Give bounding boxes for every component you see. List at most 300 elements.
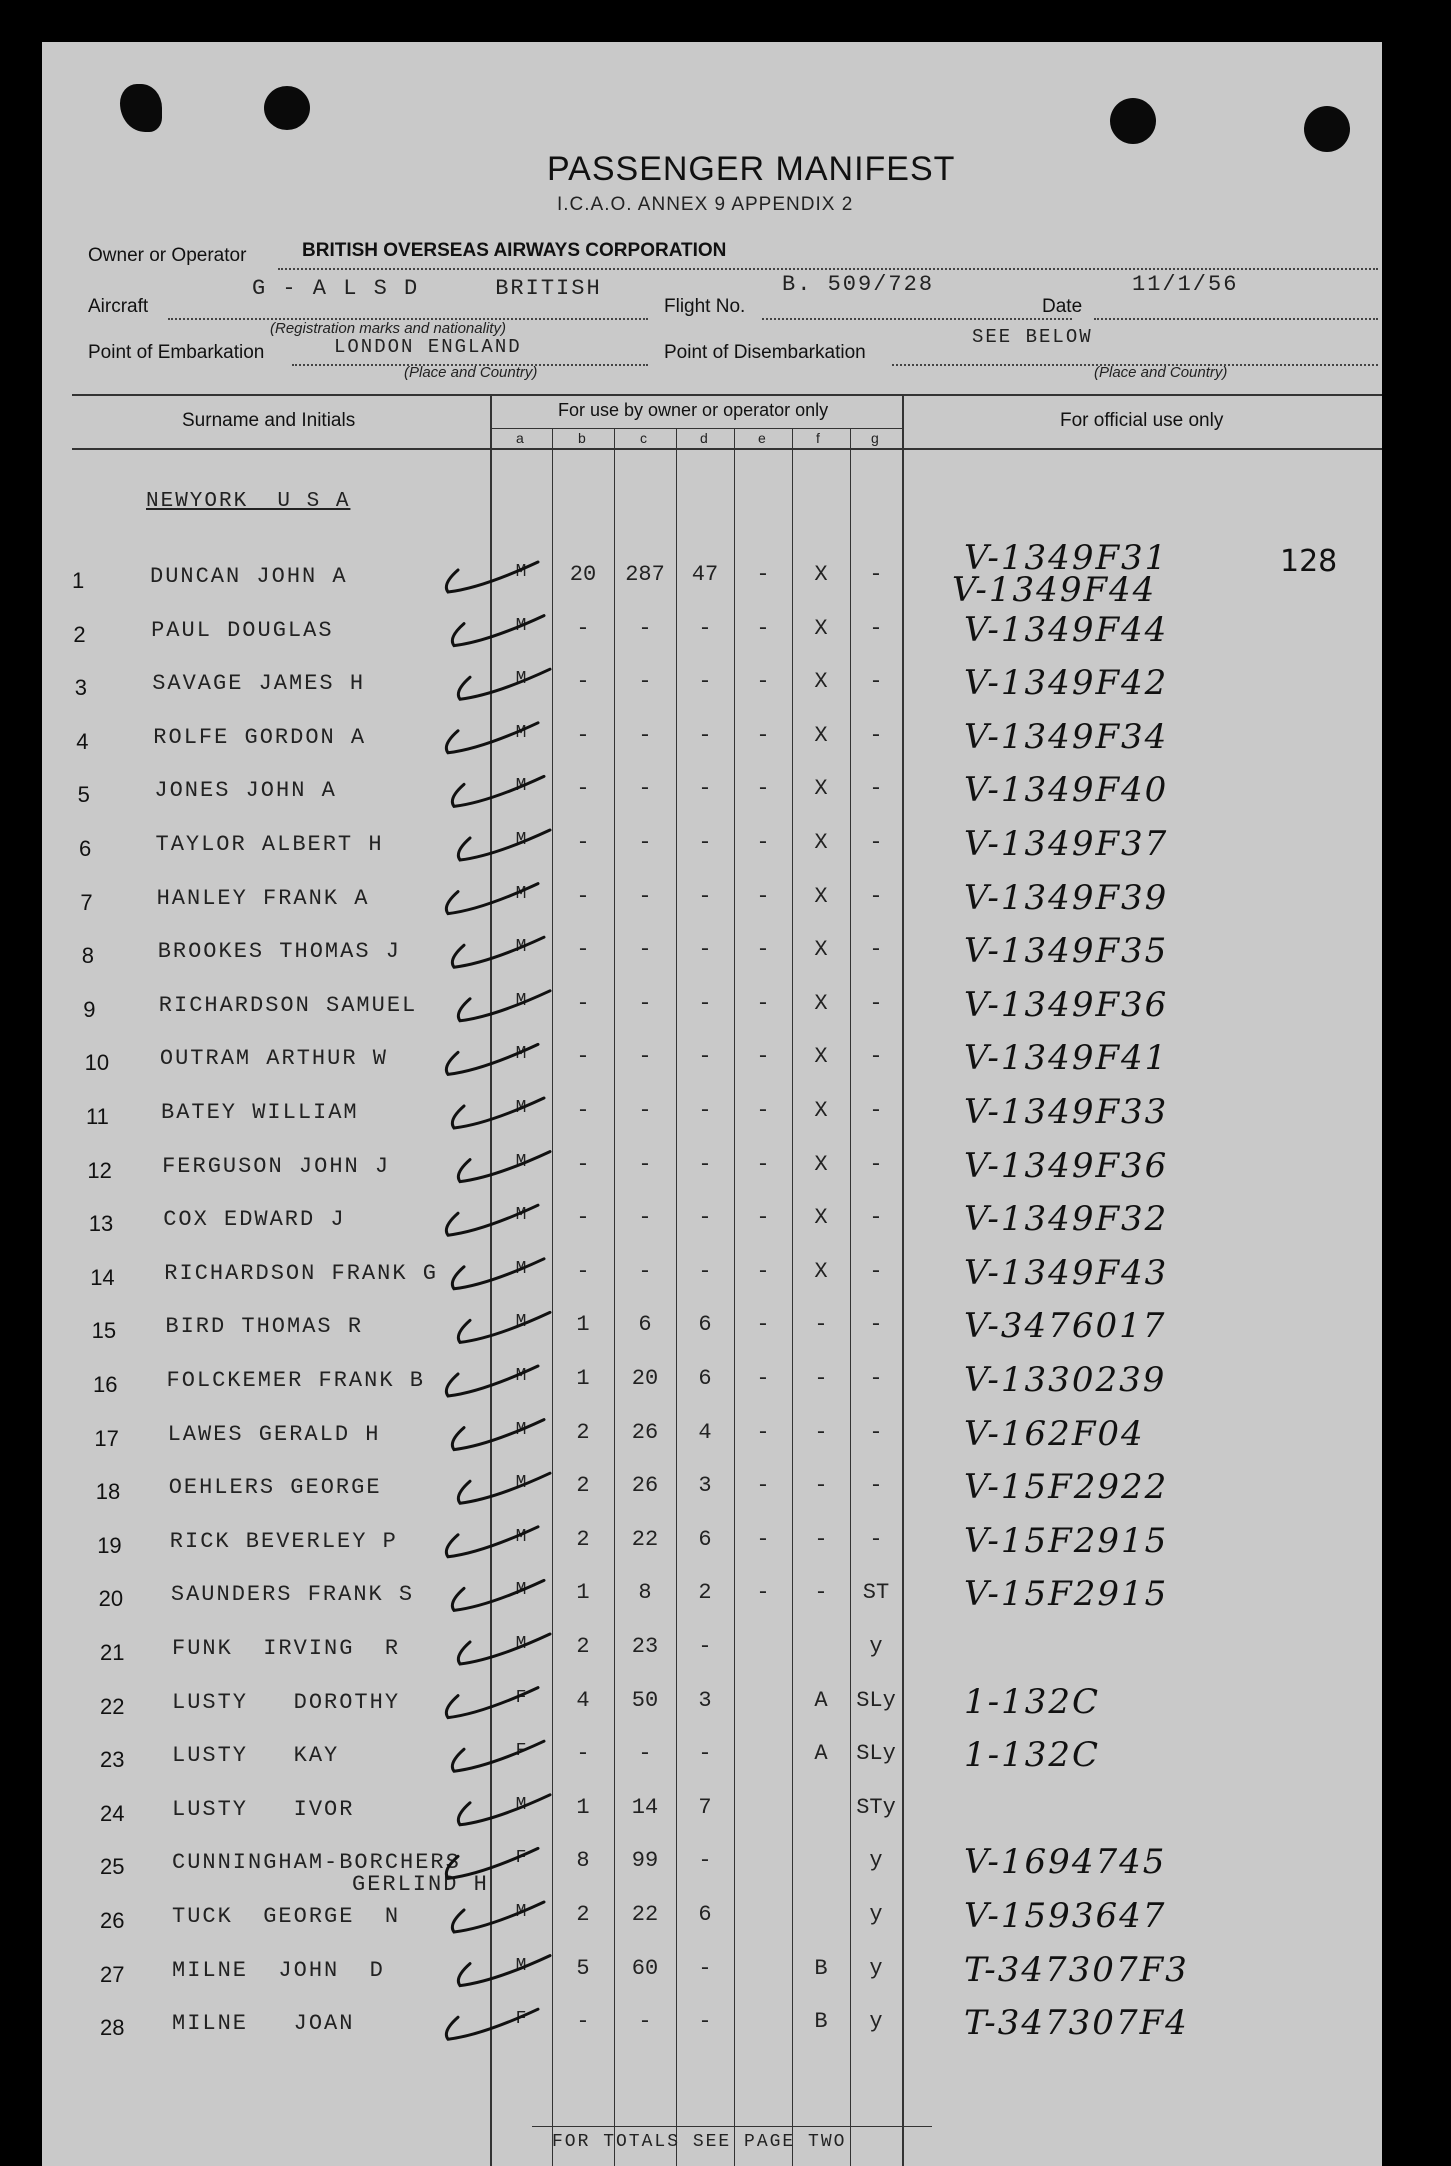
cell-a: M [515, 776, 527, 797]
row-number: 15 [91, 1318, 117, 1344]
cell-f: X [814, 776, 828, 802]
official-entry: V-3476017 [964, 1306, 1167, 1347]
cell-b: - [576, 2009, 590, 2035]
cell-f: X [814, 562, 828, 587]
cell-a: M [515, 1312, 527, 1333]
check-mark [458, 1634, 550, 1664]
passenger-name: PAUL DOUGLAS [151, 617, 334, 643]
cell-e: - [756, 1473, 770, 1499]
cell-g: SLy [856, 1687, 896, 1713]
row-number: 11 [86, 1104, 109, 1129]
cell-d: 6 [698, 1902, 712, 1927]
cell-e: - [756, 883, 770, 909]
aircraft-note: (Registration marks and nationality) [270, 320, 506, 337]
cell-d: 3 [698, 1473, 712, 1499]
cell-e: - [756, 562, 770, 587]
cell-b: 1 [576, 1312, 590, 1338]
cell-a: M [515, 1205, 527, 1226]
footer-totals-note: FOR TOTALS SEE PAGE TWO [552, 2132, 847, 2152]
official-column-header: For official use only [1060, 410, 1224, 431]
cell-b: 20 [569, 562, 597, 587]
passenger-name: HANLEY FRANK A [156, 885, 370, 911]
cell-e: - [756, 1580, 770, 1606]
official-entry: V-1330239 [964, 1360, 1167, 1400]
passenger-name: ROLFE GORDON A [153, 724, 367, 750]
cell-f: - [814, 1312, 828, 1338]
check-mark [452, 616, 544, 646]
row-number: 23 [100, 1747, 125, 1773]
row-number: 9 [83, 996, 96, 1022]
row-number: 2 [73, 621, 86, 647]
cell-c: 14 [631, 1794, 659, 1820]
check-mark [458, 1956, 550, 1986]
cell-c: 60 [631, 1955, 659, 1981]
cell-a: M [515, 562, 527, 582]
official-entry: V-1349F40 [964, 770, 1169, 811]
official-entry: 1-132C [964, 1735, 1101, 1776]
cell-f: X [814, 1044, 828, 1070]
cell-b: 2 [576, 1634, 590, 1659]
cell-c: 22 [631, 1526, 659, 1552]
row-number: 19 [97, 1532, 122, 1558]
check-mark [452, 937, 544, 967]
cell-g: - [869, 1526, 883, 1552]
page-number: 128 [1280, 544, 1338, 579]
cell-e: - [756, 669, 770, 695]
cell-b: - [576, 1205, 590, 1231]
official-entry: V-1349F36 [964, 984, 1169, 1025]
cell-b: - [576, 722, 590, 748]
cell-g: - [869, 830, 883, 855]
passenger-name: BIRD THOMAS R [165, 1314, 364, 1340]
date-label: Date [1042, 296, 1083, 317]
check-mark [446, 2009, 538, 2039]
embarkation-note: (Place and Country) [404, 364, 538, 381]
cell-g: y [869, 2009, 883, 2035]
official-entry: V-1349F36 [964, 1145, 1169, 1186]
cell-d: 7 [698, 1794, 712, 1820]
cell-a: M [515, 1419, 527, 1440]
cell-c: 22 [631, 1902, 659, 1927]
subcolumn-header-d: d [700, 430, 708, 446]
passenger-name: LUSTY DOROTHY [172, 1689, 401, 1715]
check-mark [452, 1902, 544, 1932]
cell-a: M [515, 1473, 527, 1494]
cell-b: - [576, 776, 590, 802]
cell-d: - [698, 1955, 712, 1981]
row-number: 14 [90, 1264, 115, 1290]
row-number: 1 [72, 568, 85, 593]
passenger-name: COX EDWARD J [163, 1207, 346, 1233]
cell-g: - [869, 1473, 883, 1499]
cell-b: - [576, 615, 590, 641]
passenger-name: RICK BEVERLEY P [169, 1528, 398, 1554]
check-mark [446, 723, 538, 753]
row-number: 7 [80, 889, 93, 915]
cell-b: 1 [576, 1794, 590, 1820]
row-number: 24 [100, 1800, 125, 1826]
passenger-name: SAVAGE JAMES H [152, 671, 366, 697]
disembarkation-value: SEE BELOW [972, 326, 1093, 348]
cell-d: - [698, 722, 712, 748]
cell-c: 20 [631, 1366, 659, 1391]
subcolumn-header-f: f [816, 430, 820, 446]
cell-c: 6 [638, 1312, 652, 1338]
cell-f: X [814, 830, 828, 855]
cell-d: 6 [698, 1312, 712, 1338]
cell-b: - [576, 830, 590, 855]
cell-b: - [576, 1044, 590, 1070]
disembarkation-note: (Place and Country) [1094, 364, 1228, 381]
cell-d: 6 [698, 1526, 712, 1552]
cell-g: y [869, 1848, 883, 1874]
cell-f: - [814, 1419, 828, 1445]
cell-c: 26 [631, 1473, 659, 1499]
cell-g: - [869, 1366, 883, 1391]
check-mark [452, 1580, 544, 1610]
cell-g: y [869, 1634, 883, 1659]
cell-g: - [869, 776, 883, 802]
check-mark [452, 1741, 544, 1771]
cell-g: ST [862, 1580, 890, 1606]
cell-a: M [515, 1151, 527, 1172]
cell-e: - [756, 1366, 770, 1391]
cell-b: 2 [576, 1419, 590, 1445]
check-mark [458, 1795, 550, 1825]
check-mark [446, 884, 538, 914]
check-mark [458, 1473, 550, 1503]
cell-d: - [698, 1151, 712, 1177]
cell-a: M [515, 990, 527, 1011]
official-entry: V-1349F32 [964, 1199, 1169, 1240]
cell-f: X [814, 1151, 828, 1177]
cell-b: - [576, 1151, 590, 1177]
cell-d: 47 [691, 562, 719, 587]
passenger-name: BATEY WILLIAM [161, 1100, 359, 1125]
section-heading: NEWYORK U S A [146, 490, 351, 513]
cell-g: SLy [856, 1741, 896, 1767]
official-entry: V-1349F35 [964, 931, 1169, 972]
cell-e: - [756, 1526, 770, 1552]
check-mark [458, 830, 550, 860]
subcolumn-header-b: b [578, 430, 586, 446]
cell-a: M [515, 722, 527, 743]
cell-a: M [515, 1526, 527, 1547]
cell-e: - [756, 776, 770, 802]
cell-c: 26 [631, 1419, 659, 1445]
passenger-name: FUNK IRVING R [172, 1636, 401, 1661]
cell-b: - [576, 1098, 590, 1123]
cell-f: X [814, 615, 828, 641]
cell-a: M [515, 1258, 527, 1279]
row-number: 21 [100, 1640, 125, 1665]
row-number: 10 [84, 1050, 110, 1076]
passenger-name-continued: GERLIND H [352, 1872, 489, 1898]
cell-d: - [698, 1258, 712, 1284]
cell-b: - [576, 1258, 590, 1284]
cell-c: 50 [631, 1687, 659, 1713]
cell-d: - [698, 1205, 712, 1231]
passenger-name: TUCK GEORGE N [172, 1904, 401, 1929]
cell-c: - [638, 615, 652, 641]
cell-c: - [638, 1205, 652, 1231]
manifest-subtitle: I.C.A.O. ANNEX 9 APPENDIX 2 [557, 194, 854, 215]
passenger-name: SAUNDERS FRANK S [170, 1582, 415, 1608]
cell-b: 4 [576, 1687, 590, 1713]
check-mark [446, 1205, 538, 1235]
cell-b: 2 [576, 1902, 590, 1927]
cell-a: M [515, 1902, 527, 1922]
cell-e: - [756, 615, 770, 641]
row-number: 20 [98, 1586, 124, 1612]
cell-g: - [869, 1258, 883, 1284]
official-entry: V-15F2915 [964, 1574, 1169, 1615]
cell-d: 4 [698, 1419, 712, 1445]
cell-c: 8 [638, 1580, 652, 1606]
passenger-name: LUSTY IVOR [172, 1796, 355, 1822]
check-mark [446, 1366, 538, 1396]
cell-a: M [515, 669, 527, 690]
row-number: 27 [100, 1961, 125, 1987]
cell-a: M [515, 1634, 527, 1654]
cell-g: - [869, 1312, 883, 1338]
date-value: 11/1/56 [1132, 272, 1239, 297]
passenger-name: RICHARDSON SAMUEL [158, 992, 418, 1018]
cell-f: - [814, 1526, 828, 1552]
check-mark [446, 1848, 538, 1878]
cell-d: - [698, 1848, 712, 1874]
aircraft-value: G - A L S D BRITISH [252, 276, 602, 301]
cell-g: - [869, 615, 883, 641]
passenger-name: CUNNINGHAM-BORCHERS [172, 1850, 461, 1876]
cell-a: M [515, 883, 527, 904]
subcolumn-header-g: g [871, 430, 879, 446]
cell-c: - [638, 1044, 652, 1070]
cell-e: - [756, 1258, 770, 1284]
official-entry: V-1349F31 [964, 538, 1169, 578]
official-entry: V-1349F33 [964, 1092, 1169, 1132]
cell-g: - [869, 1044, 883, 1070]
check-mark [452, 1259, 544, 1289]
cell-c: - [638, 722, 652, 748]
official-entry: V-1593647 [964, 1896, 1167, 1936]
passenger-name: MILNE JOAN [172, 2011, 355, 2037]
cell-b: 5 [576, 1955, 590, 1981]
cell-e: - [756, 937, 770, 963]
cell-d: - [698, 1098, 712, 1123]
official-entry-second: V-1349F44 [952, 570, 1157, 610]
cell-d: - [698, 883, 712, 909]
official-entry: V-1349F44 [964, 609, 1169, 650]
cell-g: - [869, 883, 883, 909]
official-entry: T-347307F3 [964, 1949, 1189, 1990]
row-number: 26 [100, 1908, 125, 1933]
cell-a: M [515, 937, 527, 958]
cell-c: - [638, 883, 652, 909]
check-mark [458, 1152, 550, 1182]
check-mark [446, 1688, 538, 1718]
passenger-name: LUSTY KAY [172, 1743, 340, 1769]
cell-b: 8 [576, 1848, 590, 1874]
cell-f: - [814, 1580, 828, 1606]
manifest-title: PASSENGER MANIFEST [547, 150, 956, 188]
official-entry: V-1349F37 [964, 824, 1169, 864]
row-number: 18 [95, 1479, 121, 1505]
cell-b: - [576, 669, 590, 695]
cell-e: - [756, 1044, 770, 1070]
cell-g: - [869, 1151, 883, 1177]
cell-b: - [576, 937, 590, 963]
passenger-name: BROOKES THOMAS J [157, 939, 401, 965]
cell-c: - [638, 990, 652, 1016]
cell-e: - [756, 1419, 770, 1445]
cell-g: - [869, 562, 883, 587]
cell-b: - [576, 883, 590, 909]
passenger-name: LAWES GERALD H [167, 1421, 381, 1447]
cell-g: - [869, 990, 883, 1016]
cell-f: X [814, 1258, 828, 1284]
cell-g: y [869, 1902, 883, 1927]
cell-c: - [638, 937, 652, 963]
official-entry: V-15F2915 [964, 1520, 1169, 1561]
cell-d: 3 [698, 1687, 712, 1713]
cell-d: - [698, 615, 712, 641]
cell-a: M [515, 1955, 527, 1976]
cell-c: 287 [625, 562, 665, 587]
cell-b: - [576, 1741, 590, 1767]
passenger-name: FOLCKEMER FRANK B [166, 1368, 425, 1393]
cell-f: A [814, 1687, 828, 1713]
official-entry: V-15F2922 [964, 1467, 1169, 1508]
cell-f: X [814, 883, 828, 909]
row-number: 3 [74, 675, 88, 701]
embarkation-value: LONDON ENGLAND [334, 336, 522, 358]
official-entry: V-1349F39 [964, 877, 1169, 918]
cell-c: - [638, 1741, 652, 1767]
cell-d: - [698, 1741, 712, 1767]
passenger-name: OUTRAM ARTHUR W [159, 1046, 388, 1072]
cell-a: F [515, 1741, 527, 1762]
official-entry: V-1694745 [964, 1842, 1167, 1883]
cell-f: B [814, 1955, 828, 1981]
cell-b: 1 [576, 1366, 590, 1391]
embarkation-label: Point of Embarkation [88, 342, 265, 363]
cell-b: 2 [576, 1526, 590, 1552]
cell-c: - [638, 669, 652, 695]
passenger-name: FERGUSON JOHN J [162, 1153, 391, 1179]
row-number: 22 [100, 1693, 125, 1719]
cell-b: 2 [576, 1473, 590, 1499]
cell-g: y [869, 1955, 883, 1981]
cell-a: F [515, 1848, 527, 1869]
cell-d: - [698, 937, 712, 963]
cell-c: 99 [631, 1848, 659, 1874]
row-number: 28 [100, 2015, 125, 2041]
row-number: 6 [79, 836, 92, 861]
passenger-name: MILNE JOHN D [172, 1957, 385, 1983]
cell-g: - [869, 1098, 883, 1123]
cell-g: - [869, 1419, 883, 1445]
passenger-name: OEHLERS GEORGE [168, 1475, 382, 1501]
row-number: 13 [88, 1211, 114, 1237]
cell-e: - [756, 1098, 770, 1123]
cell-f: X [814, 669, 828, 695]
official-entry: 1-132C [964, 1681, 1101, 1722]
cell-d: 6 [698, 1366, 712, 1391]
row-number: 8 [81, 943, 95, 969]
row-number: 5 [77, 782, 90, 808]
check-mark [452, 1098, 544, 1128]
row-number: 25 [100, 1854, 125, 1880]
cell-f: X [814, 1098, 828, 1123]
subcolumn-header-a: a [516, 430, 524, 446]
cell-d: - [698, 830, 712, 855]
check-mark [446, 1527, 538, 1557]
cell-d: - [698, 1634, 712, 1659]
cell-c: - [638, 1098, 652, 1123]
cell-f: A [814, 1741, 828, 1767]
cell-f: X [814, 722, 828, 748]
name-column-header: Surname and Initials [182, 410, 356, 431]
cell-e: - [756, 1205, 770, 1231]
cell-c: - [638, 1151, 652, 1177]
cell-a: M [515, 615, 527, 636]
cell-c: - [638, 830, 652, 855]
row-number: 16 [93, 1372, 118, 1397]
cell-g: - [869, 937, 883, 963]
cell-d: - [698, 2009, 712, 2035]
cell-c: - [638, 776, 652, 802]
cell-d: - [698, 1044, 712, 1070]
passenger-name: RICHARDSON FRANK G [164, 1260, 438, 1286]
check-mark [458, 669, 550, 699]
cell-c: - [638, 1258, 652, 1284]
passenger-name: TAYLOR ALBERT H [155, 832, 384, 857]
cell-g: - [869, 669, 883, 695]
official-entry: V-162F04 [964, 1413, 1145, 1454]
cell-f: B [814, 2009, 828, 2035]
cell-a: M [515, 830, 527, 850]
passenger-name: JONES JOHN A [154, 778, 337, 804]
cell-e: - [756, 830, 770, 855]
check-mark [452, 776, 544, 806]
aircraft-label: Aircraft [88, 296, 149, 317]
cell-g: - [869, 722, 883, 748]
passenger-name: DUNCAN JOHN A [150, 564, 348, 589]
cell-d: - [698, 776, 712, 802]
cell-f: - [814, 1366, 828, 1391]
cell-e: - [756, 1312, 770, 1338]
cell-f: X [814, 937, 828, 963]
checkmarks-layer [42, 42, 1382, 2166]
cell-g: STy [856, 1794, 896, 1820]
cell-d: 2 [698, 1580, 712, 1606]
subcolumn-header-c: c [640, 430, 647, 446]
cell-b: - [576, 990, 590, 1016]
cell-d: - [698, 990, 712, 1016]
check-mark [446, 1044, 538, 1074]
cell-e: - [756, 990, 770, 1016]
cell-c: - [638, 2009, 652, 2035]
official-entry: T-347307F4 [964, 2003, 1189, 2044]
official-entry: V-1349F42 [964, 663, 1169, 704]
cell-b: 1 [576, 1580, 590, 1606]
official-entry: V-1349F43 [964, 1252, 1169, 1293]
subcolumn-header-e: e [758, 430, 766, 446]
disembarkation-label: Point of Disembarkation [664, 342, 866, 363]
flight-value: B. 509/728 [782, 272, 935, 297]
owner-value: BRITISH OVERSEAS AIRWAYS CORPORATION [302, 240, 727, 261]
